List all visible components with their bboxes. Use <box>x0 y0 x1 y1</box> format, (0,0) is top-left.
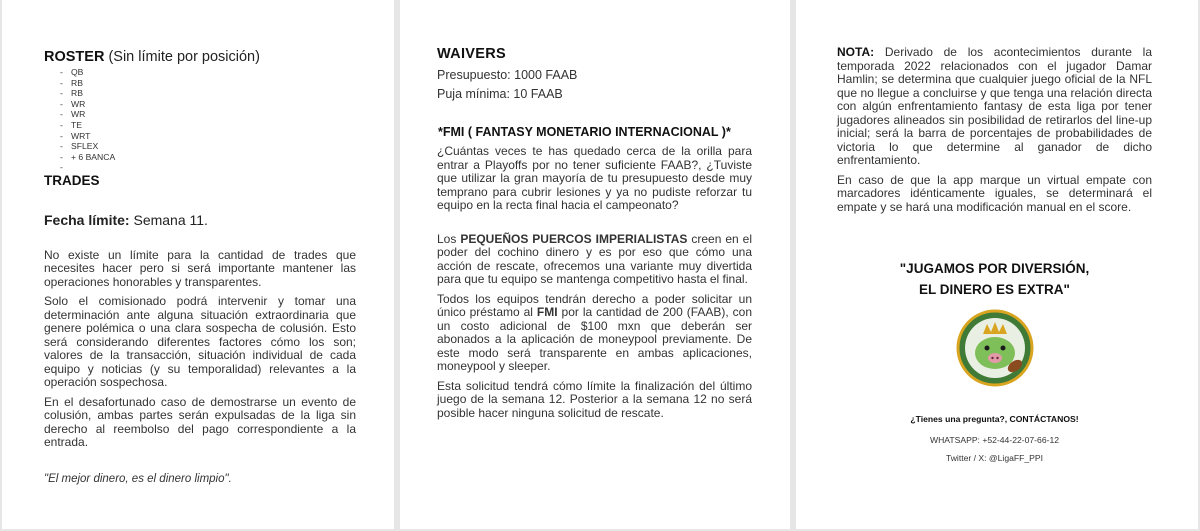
roster-item: - RB <box>60 88 356 99</box>
fmi-paragraph-4: Esta solicitud tendrá cómo límite la finalización del último juego de la semana 12. Posterior a la semana 12 no será posible hacer ninguna solicitud de rescate. <box>437 378 752 420</box>
fmi-p2-post: creen en el poder del cochino dinero y es por eso que cómo una acción de rescate, ofrecemos una variante muy divertida para que tu equipo se mantenga competitivo hasta el final. <box>437 231 753 286</box>
roster-item <box>60 162 356 173</box>
page-waivers-fmi <box>400 0 790 529</box>
page-roster-trades <box>2 0 394 529</box>
trades-paragraph-3: En el desafortunado caso de demostrarse un evento de colusión, ambas partes serán expulsadas de la liga sin derecho al reembolso del pago correspondiente a la entrada. <box>44 394 356 450</box>
page-note-contact <box>796 0 1198 529</box>
roster-note: (Sin límite por posición) <box>108 49 260 65</box>
trades-paragraph-1: No existe un límite para la cantidad de trades que necesites hacer pero si será importante mantener las operaciones honorables y transparentes. <box>44 247 356 289</box>
roster-item: - QB <box>60 67 356 78</box>
waivers-budget: Presupuesto: 1000 FAAB <box>437 68 578 82</box>
fmi-p3-pre: Todos los equipos tendrán derecho a poder solicitar un único préstamo al <box>437 291 752 319</box>
waivers-title: WAIVERS <box>437 46 506 62</box>
roster-item: - RB <box>60 78 356 89</box>
slogan-line-1: "JUGAMOS POR DIVERSIÓN, <box>899 261 1090 276</box>
deadline-label: Fecha límite: <box>44 211 130 228</box>
roster-item: - WR <box>60 99 356 110</box>
whatsapp-contact: WHATSAPP: +52-44-22-07-66-12 <box>929 435 1060 445</box>
roster-item: - WR <box>60 109 356 120</box>
note-text: Derivado de los acontecimientos durante la temporada 2022 relacionados con el jugador Damar Hamlin; se determina que cualquier juego oficial de la NFL que no llegue a concluirse y que tenga una relación directa con algún enfrentamiento fantasy de esta liga por tener jugadores alineados sin posibilidad de retirarlos del line-up inicial; será la barra de porcentajes de probabilidades de victoria lo que determine al ganador de dicho enfrentamiento. <box>837 45 1152 167</box>
roster-item: - SFLEX <box>60 141 356 152</box>
fmi-bold: FMI <box>536 305 558 319</box>
roster-item: - TE <box>60 120 356 131</box>
roster-heading <box>44 49 356 65</box>
fmi-paragraph-1: ¿Cuántas veces te has quedado cerca de la orilla para entrar a Playoffs por no tener suficiente FAAB?, ¿Tuviste que utilizar la gran mayoría de tu presupuesto desde muy temprano para cubrir lesiones y ya no pudiste reforzar tu equipo en la recta final hacia el campeonato? <box>437 144 752 212</box>
fmi-title: *FMI ( FANTASY MONETARIO INTERNACIONAL )* <box>438 125 731 139</box>
contact-question: ¿Tienes una pregunta?, CONTÁCTANOS! <box>910 414 1079 424</box>
twitter-contact: Twitter / X: @LigaFF_PPI <box>945 453 1044 463</box>
tie-paragraph: En caso de que la app marque un virtual empate con marcadores idénticamente iguales, se determinará el empate y se hará una modificación manual en el score. <box>837 172 1152 214</box>
note-paragraph <box>837 46 1152 168</box>
waivers-min-bid: Puja mínima: 10 FAAB <box>437 87 563 101</box>
fmi-p2-pre: Los <box>437 231 457 246</box>
trades-title: TRADES <box>44 172 100 188</box>
league-name: PEQUEÑOS PUERCOS IMPERIALISTAS <box>460 231 688 246</box>
clean-money-quote: "El mejor dinero, es el dinero limpio". <box>44 472 232 485</box>
deadline <box>44 212 356 228</box>
roster-item: - WRT <box>60 131 356 142</box>
fmi-paragraph-3 <box>437 293 752 374</box>
note-label: NOTA: <box>837 45 875 59</box>
slogan-line-2: EL DINERO ES EXTRA" <box>919 282 1070 297</box>
roster-item: - + 6 BANCA <box>60 152 356 163</box>
contact-block <box>837 412 1152 466</box>
roster-title: ROSTER <box>44 49 105 65</box>
roster-list <box>60 67 356 173</box>
trades-paragraph-2: Solo el comisionado podrá intervenir y tomar una determinación ante alguna situación extraordinaria que genere polémica o una clara sospecha de colusión. Esto será considerando diferentes factores cómo los son; valores de la transacción, situación individual de cada equipo y noticias (y su temporalidad) relevantes a la operación sospechosa. <box>44 294 356 390</box>
league-logo-icon <box>955 308 1035 388</box>
fmi-paragraph-2 <box>437 233 752 287</box>
slogan <box>837 258 1152 300</box>
fmi-p3-post: por la cantidad de 200 (FAAB), con un costo adicional de $100 mxn que deberán ser abonados a la aplicación de moneypool previamente. De este modo será transparente en ambas aplicaciones, moneypool y sleeper. <box>437 305 752 373</box>
deadline-value: Semana 11. <box>133 211 208 228</box>
